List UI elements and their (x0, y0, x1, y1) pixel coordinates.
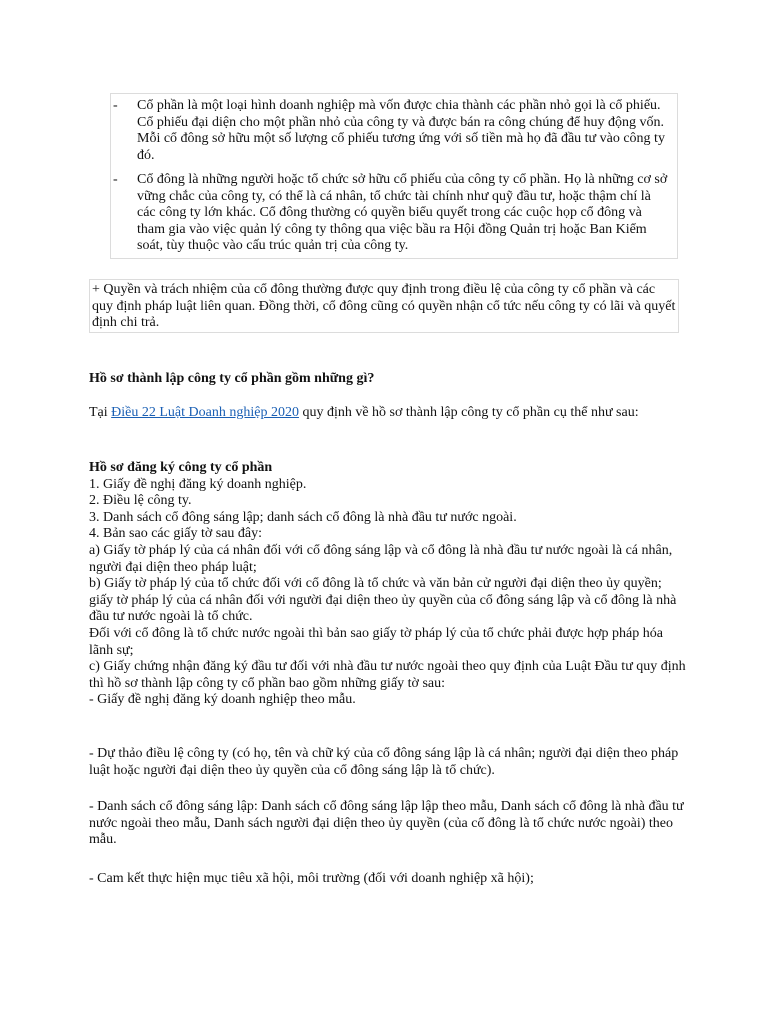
rights-note-box (89, 279, 679, 333)
document-list (89, 460, 689, 709)
section-heading: Hồ sơ thành lập công ty cổ phần gồm những gì? (89, 371, 375, 386)
bullet-marker: - (113, 98, 118, 113)
list-item: b) Giấy tờ pháp lý của tổ chức đối với cổ đông là tổ chức và văn bản cử người đại diện theo ủy quyền; giấy tờ pháp lý của cá nhân đối với người đại diện theo ủy quyền của cổ đông sáng lập và cổ đông là nhà đầu tư nước ngoài là tổ chức. (89, 576, 677, 625)
subsection-heading: Hồ sơ đăng ký công ty cổ phần (89, 460, 273, 475)
list-item: - Dự thảo điều lệ công ty (có họ, tên và chữ ký của cổ đông sáng lập là cá nhân; người đại diện theo pháp luật hoặc người đại diện theo ủy quyền của cổ đông sáng lập là tổ chức). (89, 746, 679, 778)
list-item: c) Giấy chứng nhận đăng ký đầu tư đối với nhà đầu tư nước ngoài theo quy định của Luật Đầu tư quy định thì hồ sơ thành lập công ty cổ phần bao gồm những giấy tờ sau: (89, 659, 686, 691)
intro-suffix: quy định về hồ sơ thành lập công ty cổ phần cụ thể như sau: (298, 405, 639, 420)
list-item: 4. Bản sao các giấy tờ sau đây: (89, 526, 263, 542)
bullet-text: Cổ phần là một loại hình doanh nghiệp mà vốn được chia thành các phần nhỏ gọi là cổ phiếu. Cổ phiếu đại diện cho một phần nhỏ của công ty và được bán ra công chúng để huy động vốn. Mỗi cổ đông sở hữu một số lượng cổ phiếu tương ứng với số tiền mà họ đã đầu tư vào công ty đó. (137, 98, 665, 163)
list-item: 2. Điều lệ công ty. (89, 493, 192, 509)
list-item: 1. Giấy đề nghị đăng ký doanh nghiệp. (89, 476, 307, 492)
rights-note-text: + Quyền và trách nhiệm của cổ đông thường được quy định trong điều lệ của công ty cổ phần và các quy định pháp luật liên quan. Đồng thời, cổ đông cũng có quyền nhận cổ tức nếu công ty có lãi và quyết định chi trả. (92, 282, 676, 331)
list-item: Đối với cổ đông là tổ chức nước ngoài thì bản sao giấy tờ pháp lý của tổ chức phải được hợp pháp hóa lãnh sự; (89, 625, 663, 658)
bullet-text: Cổ đông là những người hoặc tổ chức sở hữu cổ phiếu của công ty cổ phần. Họ là những cơ sở vững chắc của công ty, có thể là cá nhân, tổ chức tài chính như quỹ đầu tư, hoặc thậm chí là các công ty lớn khác. Cổ đông thường có quyền biểu quyết trong các cuộc họp cổ đông và tham gia vào việc quản lý công ty thông qua việc bầu ra Hội đồng Quản trị hoặc Ban Kiểm soát, tùy thuộc vào cấu trúc quản trị của công ty. (137, 172, 668, 254)
list-item: a) Giấy tờ pháp lý của cá nhân đối với cổ đông sáng lập và cổ đông là nhà đầu tư nước ngoài là cá nhân, người đại diện theo pháp luật; (89, 542, 673, 575)
intro-paragraph (89, 405, 689, 422)
law-article-link[interactable]: Điều 22 Luật Doanh nghiệp 2020 (111, 405, 299, 420)
intro-prefix: Tại (89, 405, 112, 420)
list-item: - Danh sách cổ đông sáng lập: Danh sách cổ đông sáng lập lập theo mẫu, Danh sách cổ đông là nhà đầu tư nước ngoài theo mẫu, Danh sách người đại diện theo ủy quyền (của cổ đông là tổ chức nước ngoài) theo mẫu. (89, 799, 684, 848)
list-item: - Giấy đề nghị đăng ký doanh nghiệp theo mẫu. (89, 692, 356, 708)
definition-box (110, 93, 678, 259)
list-item: 3. Danh sách cổ đông sáng lập; danh sách cổ đông là nhà đầu tư nước ngoài. (89, 509, 517, 525)
bullet-marker: - (113, 172, 118, 187)
list-item: - Cam kết thực hiện mục tiêu xã hội, môi trường (đối với doanh nghiệp xã hội); (89, 871, 534, 886)
